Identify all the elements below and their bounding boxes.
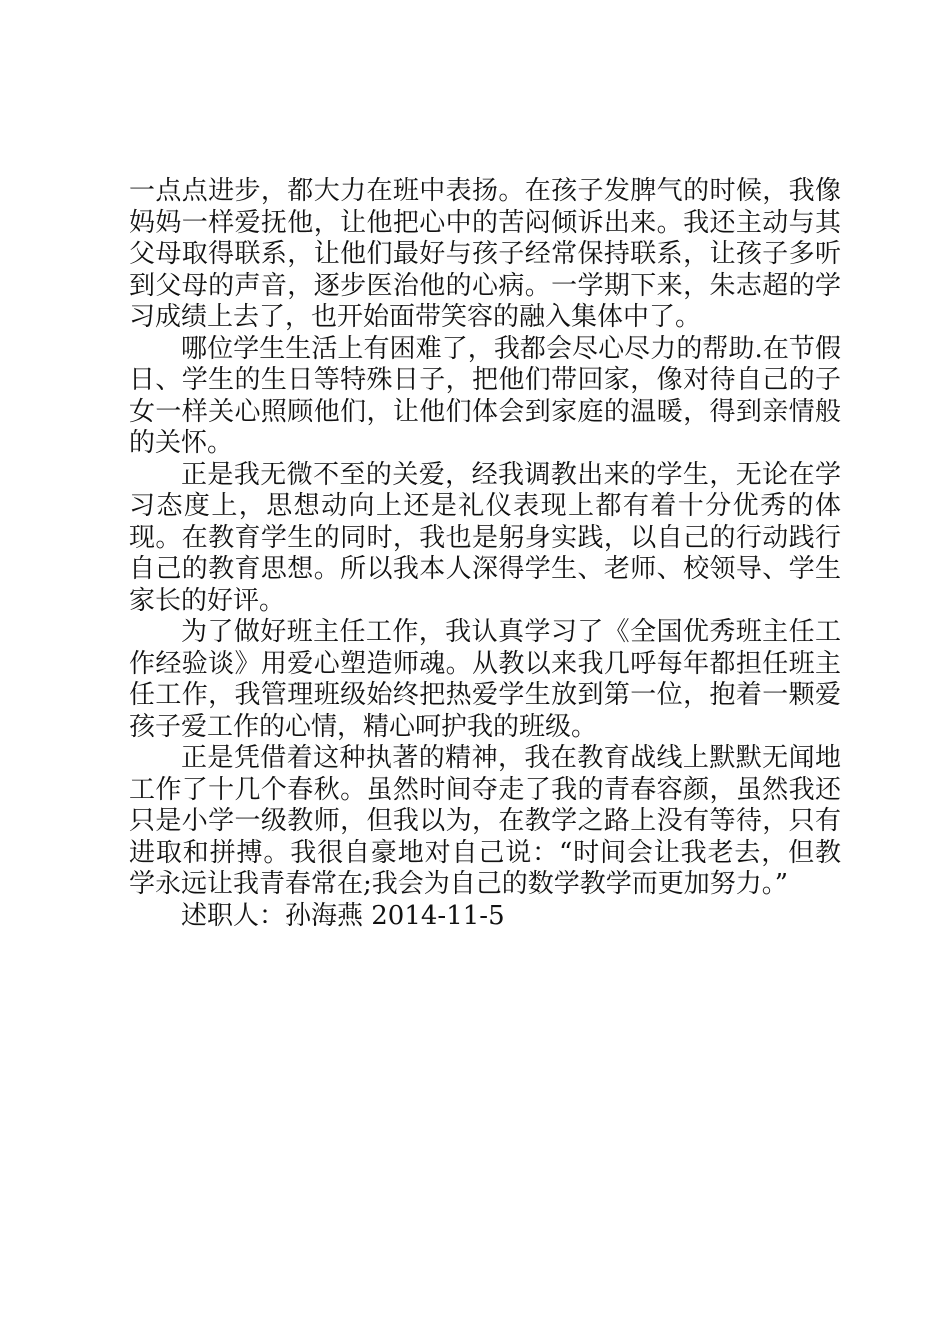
paragraph-3: 正是我无微不至的关爱，经我调教出来的学生，无论在学习态度上，思想动向上还是礼仪表现上都有着十分优秀的体现。在教育学生的同时，我也是躬身实践，以自己的行动践行自己的教育思想。所以我本人深得学生、老师、校领导、学生家长的好评。	[129, 459, 841, 616]
paragraph-1: 一点点进步，都大力在班中表扬。在孩子发脾气的时候，我像妈妈一样爱抚他，让他把心中的苦闷倾诉出来。我还主动与其父母取得联系，让他们最好与孩子经常保持联系，让孩子多听到父母的声音，逐步医治他的心病。一学期下来，朱志超的学习成绩上去了，也开始面带笑容的融入集体中了。	[129, 176, 841, 332]
signature-line: 述职人：孙海燕 2014-11-5	[181, 900, 505, 931]
paragraph-5: 正是凭借着这种执著的精神，我在教育战线上默默无闻地工作了十几个春秋。虽然时间夺走了我的青春容颜，虽然我还只是小学一级教师，但我以为，在教学之路上没有等待，只有进取和拼搏。我很自豪地对自己说：“时间会让我老去，但教学永远让我青春常在;我会为自己的数学教学而更加努力。”	[129, 743, 841, 899]
document-body	[129, 176, 841, 932]
paragraph-2: 哪位学生生活上有困难了，我都会尽心尽力的帮助.在节假日、学生的生日等特殊日子，把他们带回家，像对待自己的子女一样关心照顾他们，让他们体会到家庭的温暖，得到亲情般的关怀。	[129, 333, 841, 458]
paragraph-4: 为了做好班主任工作，我认真学习了《全国优秀班主任工作经验谈》用爱心塑造师魂。从教以来我几呼每年都担任班主任工作，我管理班级始终把热爱学生放到第一位，抱着一颗爱孩子爱工作的心情，精心呵护我的班级。	[129, 617, 841, 742]
